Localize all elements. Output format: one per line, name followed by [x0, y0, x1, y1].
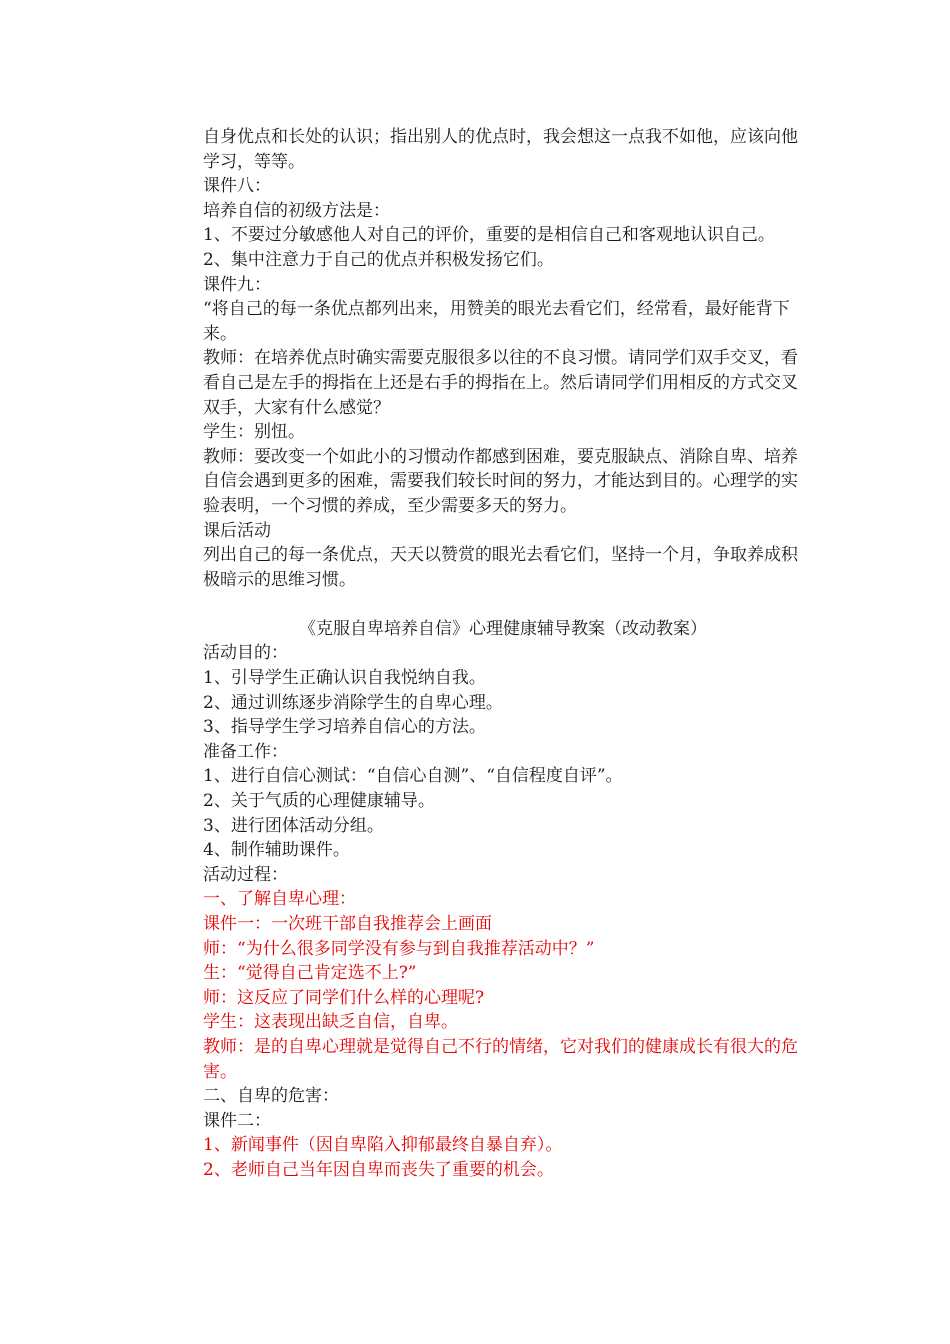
dialogue-line: 生：“觉得自己肯定选不上?” [203, 963, 417, 984]
heading-understand-inferiority: 一、了解自卑心理： [203, 889, 356, 910]
paragraph: “将自己的每一条优点都列出来，用赞美的眼光去看它们，经常看，最好能背下来。 [203, 299, 790, 344]
dialogue-line: 教师：是的自卑心理就是觉得自己不行的情绪，它对我们的健康成长有很大的危害。 [203, 1036, 798, 1082]
heading-courseware-8: 课件八： [203, 176, 271, 197]
list-item: 3、指导学生学习培养自信心的方法。 [203, 717, 486, 738]
section-activity-plan [203, 641, 803, 887]
section-harm-of-inferiority [203, 1084, 803, 1133]
list-item: 4、制作辅助课件。 [203, 840, 350, 861]
heading-activity-goal: 活动目的： [203, 643, 288, 664]
heading-preparation: 准备工作： [203, 741, 288, 762]
list-item: 1、新闻事件（因自卑陷入抑郁最终自暴自弃）。 [203, 1135, 563, 1156]
section-understand-inferiority [203, 887, 803, 1084]
document-title: 《克服自卑培养自信》心理健康辅导教案（改动教案） [299, 618, 707, 639]
paragraph: 课件一：一次班干部自我推荐会上画面 [203, 914, 492, 934]
list-item: 2、关于气质的心理健康辅导。 [203, 791, 435, 812]
paragraph: 培养自信的初级方法是： [203, 200, 390, 221]
paragraph: 自身优点和长处的认识；指出别人的优点时，我会想这一点我不如他，应该向他学习，等等。 [203, 127, 798, 172]
list-item: 1、进行自信心测试：“自信心自测”、“自信程度自评”。 [203, 766, 623, 787]
dialogue-line: 师：这反应了同学们什么样的心理呢? [203, 987, 485, 1008]
document-page [203, 125, 803, 1183]
paragraph: 教师：要改变一个如此小的习惯动作都感到困难，要克服缺点、消除自卑、培养自信会遇到更多的困难，需要我们较长时间的努力，才能达到目的。心理学的实验表明，一个习惯的养成，至少需要多天的努力。 [203, 446, 798, 516]
section-harm-examples [203, 1133, 803, 1182]
paragraph: 教师：在培养优点时确实需要克服很多以往的不良习惯。请同学们双手交叉，看看自己是左手的拇指在上还是右手的拇指在上。然后请同学们用相反的方式交叉双手，大家有什么感觉？ [203, 348, 798, 418]
heading-courseware-9: 课件九： [203, 274, 271, 295]
list-item: 1、引导学生正确认识自我悦纳自我。 [203, 668, 486, 689]
paragraph: 列出自己的每一条优点，天天以赞赏的眼光去看它们，坚持一个月，争取养成积极暗示的思维习惯。 [203, 545, 798, 590]
heading-harm-of-inferiority: 二、自卑的危害： [203, 1086, 339, 1107]
list-item: 2、通过训练逐步消除学生的自卑心理。 [203, 692, 503, 713]
dialogue-line: 师：“为什么很多同学没有参与到自我推荐活动中？” [203, 938, 595, 959]
heading-activity-process: 活动过程： [203, 864, 288, 885]
list-item: 3、进行团体活动分组。 [203, 815, 384, 836]
heading-after-class: 课后活动 [203, 520, 271, 541]
list-item: 2、集中注意力于自己的优点并积极发扬它们。 [203, 249, 554, 270]
list-item: 1、不要过分敏感他人对自己的评价，重要的是相信自己和客观地认识自己。 [203, 225, 775, 246]
section-lesson-continuation [203, 125, 803, 592]
dialogue-line: 学生：这表现出缺乏自信，自卑。 [203, 1012, 458, 1033]
heading-courseware-2: 课件二： [203, 1110, 271, 1131]
paragraph: 学生：别忸。 [203, 422, 305, 443]
list-item: 2、老师自己当年因自卑而丧失了重要的机会。 [203, 1159, 554, 1180]
